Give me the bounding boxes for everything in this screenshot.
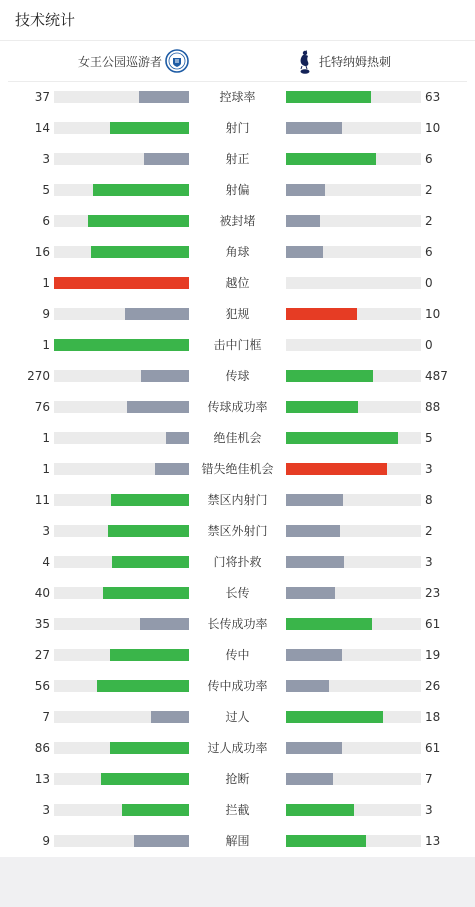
stat-row	[0, 485, 475, 516]
away-value: 18	[425, 710, 441, 724]
home-bar-track	[54, 308, 189, 320]
away-bar-fill	[286, 91, 371, 103]
away-value: 8	[425, 493, 433, 507]
away-bar-track	[286, 649, 421, 661]
away-team-name: 托特纳姆热刺	[319, 54, 392, 69]
away-bar-fill	[286, 184, 325, 196]
away-value: 26	[425, 679, 441, 693]
stat-label: 控球率	[219, 90, 256, 104]
home-bar-track	[54, 91, 189, 103]
stat-label: 禁区外射门	[207, 524, 268, 538]
away-bar-track	[286, 742, 421, 754]
stat-label: 门将扑救	[213, 555, 262, 569]
away-bar-fill	[286, 649, 342, 661]
home-bar-track	[54, 401, 189, 413]
stat-label: 击中门框	[213, 338, 262, 352]
home-bar-track	[54, 246, 189, 258]
away-bar-fill	[286, 494, 343, 506]
away-value: 3	[425, 462, 433, 476]
page-title: 技术统计	[15, 11, 76, 29]
away-value: 0	[425, 338, 433, 352]
away-bar-fill	[286, 525, 340, 537]
stat-label: 长传成功率	[207, 617, 268, 631]
home-bar-track	[54, 773, 189, 785]
home-bar-track	[54, 432, 189, 444]
stat-row	[0, 299, 475, 330]
home-value: 1	[42, 462, 50, 476]
home-value: 76	[34, 400, 50, 414]
home-value: 3	[42, 152, 50, 166]
home-value: 4	[42, 555, 50, 569]
stat-row	[0, 144, 475, 175]
home-value: 16	[34, 245, 50, 259]
away-value: 13	[425, 834, 441, 848]
away-bar-track	[286, 525, 421, 537]
away-value: 6	[425, 245, 433, 259]
home-bar-track	[54, 618, 189, 630]
stat-label: 拦截	[225, 803, 250, 817]
away-bar-track	[286, 587, 421, 599]
home-value: 7	[42, 710, 50, 724]
away-bar-track	[286, 277, 421, 289]
home-value: 13	[34, 772, 50, 786]
stat-row	[0, 82, 475, 113]
away-value: 61	[425, 741, 441, 755]
away-value: 6	[425, 152, 433, 166]
home-bar-fill	[97, 680, 189, 692]
away-bar-track	[286, 215, 421, 227]
home-bar-track	[54, 153, 189, 165]
away-value: 63	[425, 90, 441, 104]
away-value: 2	[425, 214, 433, 228]
away-bar-track	[286, 773, 421, 785]
home-bar-fill	[54, 277, 189, 289]
stat-label: 解围	[225, 834, 250, 848]
home-value: 27	[34, 648, 50, 662]
away-bar-fill	[286, 215, 320, 227]
away-bar-fill	[286, 432, 398, 444]
home-bar-fill	[112, 556, 189, 568]
stat-row	[0, 826, 475, 857]
home-bar-fill	[103, 587, 189, 599]
away-bar-fill	[286, 246, 323, 258]
home-value: 40	[34, 586, 50, 600]
away-value: 10	[425, 307, 441, 321]
home-bar-track	[54, 122, 189, 134]
away-bar-track	[286, 246, 421, 258]
home-value: 3	[42, 524, 50, 538]
home-bar-fill	[144, 153, 189, 165]
away-bar-fill	[286, 587, 335, 599]
away-value: 3	[425, 555, 433, 569]
away-bar-fill	[286, 804, 354, 816]
home-bar-track	[54, 835, 189, 847]
home-team[interactable]	[78, 41, 189, 81]
away-bar-fill	[286, 618, 372, 630]
away-value: 5	[425, 431, 433, 445]
home-value: 35	[34, 617, 50, 631]
home-value: 11	[34, 493, 50, 507]
away-bar-track	[286, 308, 421, 320]
home-bar-track	[54, 525, 189, 537]
home-bar-fill	[110, 649, 189, 661]
away-bar-track	[286, 91, 421, 103]
home-value: 86	[34, 741, 50, 755]
stat-label: 绝佳机会	[213, 431, 262, 445]
home-bar-fill	[141, 370, 189, 382]
away-bar-fill	[286, 680, 329, 692]
home-bar-track	[54, 494, 189, 506]
away-bar-fill	[286, 835, 366, 847]
home-bar-fill	[122, 804, 190, 816]
away-bar-fill	[286, 401, 358, 413]
stat-row	[0, 609, 475, 640]
stat-row	[0, 702, 475, 733]
away-bar-fill	[286, 370, 373, 382]
away-bar-track	[286, 711, 421, 723]
home-bar-fill	[111, 494, 189, 506]
away-team[interactable]	[296, 41, 391, 81]
away-bar-track	[286, 370, 421, 382]
stat-label: 错失绝佳机会	[201, 462, 274, 476]
stat-row	[0, 361, 475, 392]
stat-label: 传中	[225, 648, 250, 662]
home-bar-track	[54, 680, 189, 692]
away-bar-track	[286, 680, 421, 692]
home-bar-track	[54, 215, 189, 227]
home-bar-fill	[125, 308, 189, 320]
stat-row	[0, 640, 475, 671]
away-value: 7	[425, 772, 433, 786]
home-team-name: 女王公园巡游者	[78, 54, 163, 69]
home-bar-track	[54, 370, 189, 382]
away-bar-fill	[286, 122, 342, 134]
home-bar-track	[54, 556, 189, 568]
home-bar-track	[54, 339, 189, 351]
stat-row	[0, 733, 475, 764]
stat-label: 被封堵	[219, 214, 256, 228]
home-value: 14	[34, 121, 50, 135]
stat-label: 传中成功率	[207, 679, 268, 693]
stat-row	[0, 113, 475, 144]
away-bar-track	[286, 432, 421, 444]
stat-row	[0, 547, 475, 578]
stat-row	[0, 764, 475, 795]
stat-label: 传球成功率	[207, 400, 268, 414]
home-bar-fill	[110, 742, 189, 754]
away-bar-track	[286, 463, 421, 475]
away-value: 0	[425, 276, 433, 290]
home-bar-fill	[54, 339, 189, 351]
away-value: 88	[425, 400, 441, 414]
stat-label: 射正	[225, 152, 250, 166]
stat-label: 过人	[225, 710, 250, 724]
away-bar-track	[286, 339, 421, 351]
stat-label: 过人成功率	[207, 741, 268, 755]
home-bar-track	[54, 277, 189, 289]
stat-row	[0, 516, 475, 547]
stat-label: 禁区内射门	[207, 493, 268, 507]
away-value: 487	[425, 369, 448, 383]
home-bar-track	[54, 463, 189, 475]
home-value: 6	[42, 214, 50, 228]
home-value: 270	[27, 369, 50, 383]
away-bar-fill	[286, 556, 344, 568]
home-bar-fill	[110, 122, 189, 134]
stat-label: 射门	[225, 121, 250, 135]
home-bar-track	[54, 804, 189, 816]
home-bar-fill	[166, 432, 189, 444]
away-bar-track	[286, 153, 421, 165]
home-value: 9	[42, 834, 50, 848]
stat-label: 角球	[225, 245, 250, 259]
spurs-cockerel-icon	[296, 49, 314, 73]
home-bar-track	[54, 184, 189, 196]
away-value: 2	[425, 183, 433, 197]
stat-row	[0, 578, 475, 609]
away-bar-fill	[286, 773, 333, 785]
stat-row	[0, 330, 475, 361]
away-bar-track	[286, 618, 421, 630]
home-bar-fill	[140, 618, 189, 630]
home-bar-fill	[88, 215, 189, 227]
away-bar-track	[286, 401, 421, 413]
stat-label: 传球	[225, 369, 250, 383]
home-bar-fill	[108, 525, 189, 537]
stat-label: 犯规	[225, 307, 250, 321]
away-value: 19	[425, 648, 441, 662]
stat-row	[0, 206, 475, 237]
home-value: 1	[42, 338, 50, 352]
away-value: 10	[425, 121, 441, 135]
home-bar-fill	[93, 184, 189, 196]
home-value: 1	[42, 276, 50, 290]
home-bar-track	[54, 649, 189, 661]
stat-row	[0, 423, 475, 454]
stats-list	[0, 82, 475, 857]
stat-row	[0, 392, 475, 423]
away-bar-track	[286, 494, 421, 506]
teams-header	[0, 41, 475, 81]
stat-label: 越位	[225, 276, 250, 290]
home-bar-fill	[151, 711, 189, 723]
stat-label: 射偏	[225, 183, 250, 197]
home-value: 3	[42, 803, 50, 817]
away-bar-track	[286, 184, 421, 196]
stat-row	[0, 795, 475, 826]
home-value: 56	[34, 679, 50, 693]
stat-row	[0, 268, 475, 299]
stat-row	[0, 175, 475, 206]
home-bar-track	[54, 711, 189, 723]
away-bar-fill	[286, 153, 376, 165]
stat-label: 长传	[225, 586, 250, 600]
home-bar-fill	[91, 246, 189, 258]
away-bar-track	[286, 122, 421, 134]
away-bar-fill	[286, 463, 387, 475]
away-bar-track	[286, 835, 421, 847]
home-value: 9	[42, 307, 50, 321]
away-bar-track	[286, 804, 421, 816]
stat-row	[0, 454, 475, 485]
away-value: 61	[425, 617, 441, 631]
stat-label: 抢断	[225, 772, 250, 786]
away-value: 23	[425, 586, 441, 600]
away-bar-fill	[286, 742, 342, 754]
home-bar-fill	[139, 91, 189, 103]
home-bar-fill	[155, 463, 189, 475]
qpr-crest-icon	[165, 49, 189, 73]
away-bar-fill	[286, 308, 357, 320]
home-bar-fill	[134, 835, 189, 847]
away-value: 2	[425, 524, 433, 538]
stat-row	[0, 671, 475, 702]
home-bar-fill	[101, 773, 189, 785]
home-value: 37	[34, 90, 50, 104]
away-bar-track	[286, 556, 421, 568]
away-bar-fill	[286, 711, 383, 723]
away-value: 3	[425, 803, 433, 817]
stat-row	[0, 237, 475, 268]
home-bar-track	[54, 742, 189, 754]
home-bar-track	[54, 587, 189, 599]
home-value: 1	[42, 431, 50, 445]
home-bar-fill	[127, 401, 190, 413]
home-value: 5	[42, 183, 50, 197]
